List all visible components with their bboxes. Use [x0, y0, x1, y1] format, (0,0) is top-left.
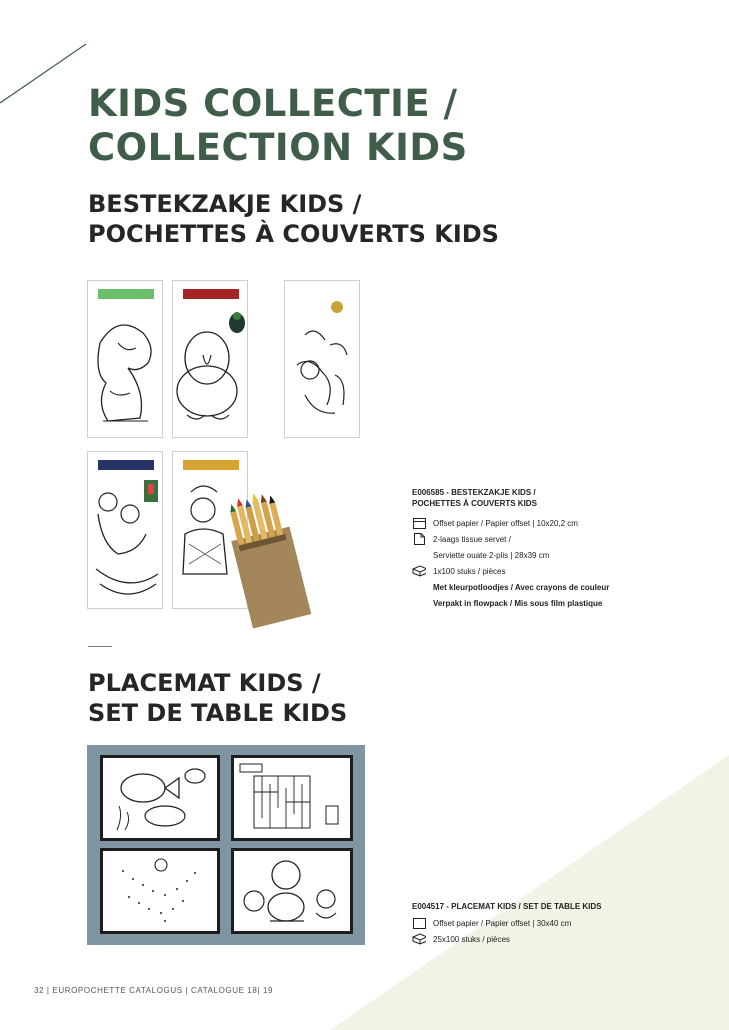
- kids-play-drawing: [285, 285, 361, 435]
- product-image-placemat: [87, 745, 365, 945]
- box-icon: [412, 933, 426, 945]
- connect-dots-drawing: [103, 851, 217, 931]
- product-image-pouch-kids-play: [284, 280, 360, 438]
- page-footer: 32 | EUROPOCHETTE CATALOGUS | CATALOGUE 18| 19: [34, 986, 274, 995]
- box-icon: [412, 565, 426, 577]
- section-heading-placemat: PLACEMAT KIDS / SET DE TABLE KIDS: [88, 669, 348, 727]
- product-code: E006585 - BESTEKZAKJE KIDS / POCHETTES À COUVERTS KIDS: [412, 488, 537, 508]
- penguin-drawing: [173, 303, 249, 433]
- sled-kids-drawing: [88, 474, 164, 604]
- color-stripe: [98, 289, 154, 299]
- color-stripe: [183, 289, 239, 299]
- page-title: KIDS COLLECTIE / COLLECTION KIDS: [88, 82, 468, 169]
- product-spec-bestekzakje: [412, 487, 609, 611]
- paper-sheet-icon: [412, 917, 426, 929]
- spec-packing: 1x100 stuks / pièces: [412, 563, 609, 579]
- crocodile-drawing: [88, 303, 164, 433]
- spec-packing: 25x100 stuks / pièces: [412, 931, 602, 947]
- color-stripe: [183, 460, 239, 470]
- placemat-maze-panel: [231, 755, 353, 841]
- spec-napkin-line2: Serviette ouate 2-plis | 28x39 cm: [433, 550, 550, 560]
- product-image-pouch-penguin: [172, 280, 248, 438]
- spec-material: Offset papier / Papier offset | 10x20,2 cm: [412, 515, 609, 531]
- cartoon-animals-drawing: [234, 851, 350, 931]
- placemat-fish-panel: [100, 755, 220, 841]
- spec-material: Offset papier / Papier offset | 30x40 cm: [412, 915, 602, 931]
- decorative-diagonal-line: [0, 0, 100, 110]
- feature-flowpack: Verpakt in flowpack / Mis sous film plastique: [433, 598, 603, 608]
- fish-drawing: [103, 758, 217, 838]
- feature-crayons: Met kleurpotloodjes / Avec crayons de couleur: [433, 582, 610, 592]
- product-spec-placemat: [412, 901, 602, 947]
- color-stripe: [98, 460, 154, 470]
- product-image-pouch-sled: [87, 451, 163, 609]
- placemat-animals-panel: [231, 848, 353, 934]
- paper-sheet-icon: [412, 517, 426, 529]
- section-heading-bestekzakje: BESTEKZAKJE KIDS / POCHETTES À COUVERTS KIDS: [88, 190, 499, 248]
- napkin-fold-icon: [412, 533, 426, 545]
- spec-napkin: 2-laags tissue servet /: [412, 531, 609, 547]
- section-divider: [88, 646, 112, 647]
- placemat-dots-panel: [100, 848, 220, 934]
- crayon-box-image: [222, 494, 322, 629]
- maze-drawing: [234, 758, 350, 838]
- product-code: E004517 - PLACEMAT KIDS / SET DE TABLE KIDS: [412, 902, 602, 911]
- product-image-pouch-crocodile: [87, 280, 163, 438]
